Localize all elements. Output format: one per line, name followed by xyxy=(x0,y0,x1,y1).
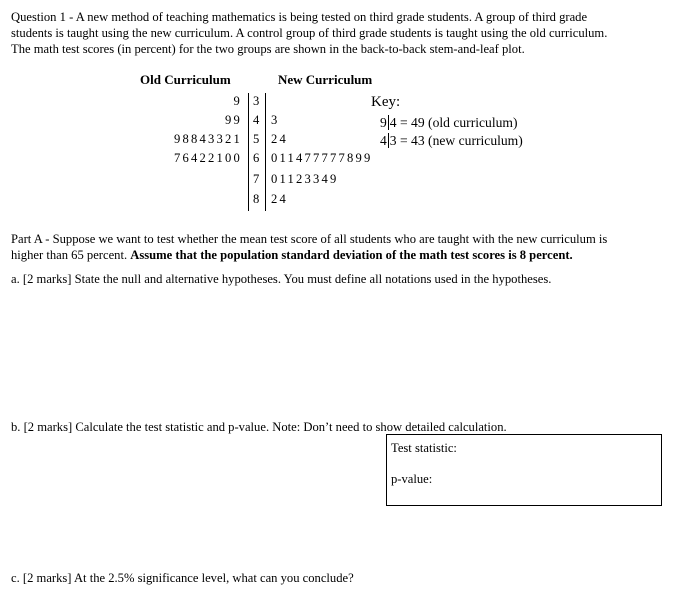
stem: 6 xyxy=(253,151,260,165)
intro-line-3: The math test scores (in percent) for the two groups are shown in the back-to-back stem-and-leaf plot. xyxy=(11,42,525,57)
intro-line-1: Question 1 - A new method of teaching mathematics is being tested on third grade students. A group of third grade xyxy=(11,10,588,24)
part-a-line-1: Part A - Suppose we want to test whether the mean test score of all students who are taught with the new curriculum is xyxy=(11,232,608,246)
new-leaves: 24 xyxy=(271,192,288,206)
answer-box[interactable] xyxy=(386,434,662,506)
part-a-line-2 xyxy=(11,247,671,263)
question-c: c. [2 marks] At the 2.5% significance level, what can you conclude? xyxy=(11,571,354,585)
new-leaves: 3 xyxy=(271,113,280,127)
key-stem-new: 4 xyxy=(380,133,387,148)
p-value-label: p-value: xyxy=(391,472,433,486)
key-line-old xyxy=(380,115,518,131)
old-leaves: 99 xyxy=(225,113,242,127)
new-leaves: 01123349 xyxy=(271,172,339,186)
stem: 5 xyxy=(253,132,260,146)
key-value-old: 4 = 49 (old curriculum) xyxy=(389,115,518,130)
new-leaves: 24 xyxy=(271,132,288,146)
key-title: Key: xyxy=(371,94,401,110)
stem: 4 xyxy=(253,113,260,127)
new-curriculum-header: New Curriculum xyxy=(278,72,373,87)
question-a: a. [2 marks] State the null and alternative hypotheses. You must define all notations used in the hypotheses. xyxy=(11,272,552,286)
key-stem-old: 9 xyxy=(380,115,387,130)
part-a-assumption: Assume that the population standard deviation of the math test scores is 8 percent. xyxy=(130,248,573,263)
old-curriculum-header: Old Curriculum xyxy=(140,72,231,87)
stem-divider-left xyxy=(248,93,249,211)
stem-divider-right xyxy=(265,93,266,211)
test-statistic-label: Test statistic: xyxy=(391,441,457,455)
old-leaves: 76422100 xyxy=(174,151,242,165)
intro-line-2: students is taught using the new curriculum. A control group of third grade students is taught using the old curriculum. xyxy=(11,26,608,41)
key-line-new xyxy=(380,133,523,149)
part-a-line-2-text: higher than 65 percent. xyxy=(11,248,131,263)
stem: 3 xyxy=(253,94,260,108)
stem: 7 xyxy=(253,172,260,186)
new-leaves: 011477777899 xyxy=(271,151,373,165)
old-leaves: 98843321 xyxy=(174,132,242,146)
question-intro xyxy=(11,9,671,58)
key-value-new: 3 = 43 (new curriculum) xyxy=(389,133,523,148)
stem: 8 xyxy=(253,192,260,206)
question-b: b. [2 marks] Calculate the test statistic and p-value. Note: Don’t need to show detailed calculation. xyxy=(11,420,507,434)
part-a-intro xyxy=(11,231,671,263)
old-leaves: 9 xyxy=(233,94,242,108)
